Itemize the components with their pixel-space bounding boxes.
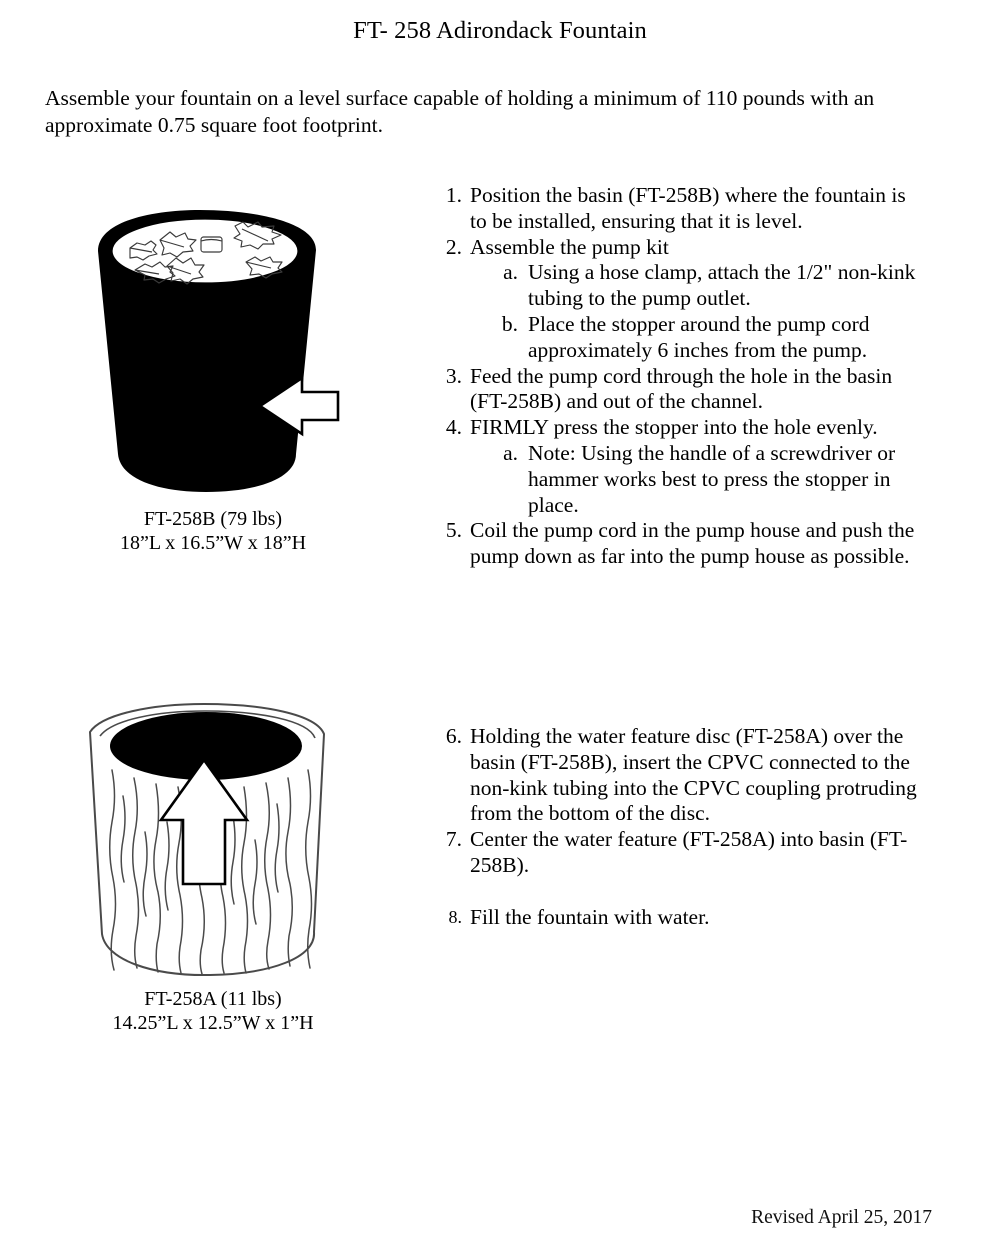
caption-disc-line1: FT-258A (11 lbs)	[144, 988, 282, 1010]
step-text: Feed the pump cord through the hole in the basin (FT-258B) and out of the channel.	[470, 363, 893, 414]
step-number: 7.	[445, 827, 462, 852]
substep-text: Using a hose clamp, attach the 1/2" non-kink tubing to the pump outlet.	[528, 260, 916, 311]
step-number: 8.	[448, 906, 462, 927]
caption-disc	[48, 987, 378, 1035]
list-item	[434, 364, 920, 416]
step-text: Position the basin (FT-258B) where the fountain is to be installed, ensuring that it is level.	[470, 183, 906, 233]
list-item	[434, 827, 920, 879]
ordered-sublist	[470, 260, 920, 363]
list-item	[434, 235, 920, 364]
page-title: FT- 258 Adirondack Fountain	[353, 17, 647, 44]
step-number: 2.	[445, 234, 462, 259]
caption-basin-line2: 18”L x 16.5”W x 18”H	[119, 532, 307, 554]
footer-revision-date: Revised April 25, 2017	[751, 1207, 932, 1228]
ordered-list-top	[434, 183, 920, 570]
substep-text: Place the stopper around the pump cord approximately 6 inches from the pump.	[528, 311, 870, 362]
list-item	[492, 312, 920, 364]
step-text: Fill the fountain with water.	[470, 904, 710, 929]
instructions-steps-1-5	[434, 183, 920, 570]
substep-number: b.	[501, 311, 518, 336]
substep-number: a.	[503, 260, 518, 285]
caption-basin	[48, 507, 378, 555]
instructions-steps-6-8	[434, 724, 920, 931]
step-number: 3.	[445, 363, 462, 388]
figure-disc	[72, 692, 362, 987]
intro-paragraph: Assemble your fountain on a level surface capable of holding a minimum of 110 pounds with an approximate 0.75 square foot footprint.	[45, 86, 875, 137]
step-number: 4.	[445, 415, 462, 440]
list-spacer	[434, 879, 920, 905]
step-text: Coil the pump cord in the pump house and push the pump down as far into the pump house as possible.	[470, 518, 915, 569]
figure-basin	[72, 196, 362, 506]
step-number: 1.	[445, 183, 462, 207]
ordered-list-bottom	[434, 724, 920, 931]
list-item	[492, 441, 920, 518]
list-item	[492, 260, 920, 312]
list-item	[434, 724, 920, 827]
substep-text: Note: Using the handle of a screwdriver or hammer works best to press the stopper in place.	[528, 440, 896, 517]
list-item	[434, 415, 920, 518]
caption-basin-line1: FT-258B (79 lbs)	[143, 508, 283, 530]
list-item	[434, 518, 920, 570]
step-text: Holding the water feature disc (FT-258A) over the basin (FT-258B), insert the CPVC connected to the non-kink tubing into the CPVC coupling protruding from the bottom of the disc.	[470, 724, 917, 826]
caption-disc-line2: 14.25”L x 12.5”W x 1”H	[112, 1012, 314, 1034]
list-item	[434, 183, 920, 235]
step-number: 5.	[445, 518, 462, 543]
substep-number: a.	[503, 440, 518, 465]
step-text: Center the water feature (FT-258A) into basin (FT-258B).	[470, 827, 908, 877]
step-text: FIRMLY press the stopper into the hole evenly.	[470, 415, 878, 440]
step-text: Assemble the pump kit	[470, 234, 669, 259]
step-number: 6.	[445, 724, 462, 748]
list-item	[434, 905, 920, 931]
ordered-sublist	[470, 441, 920, 518]
